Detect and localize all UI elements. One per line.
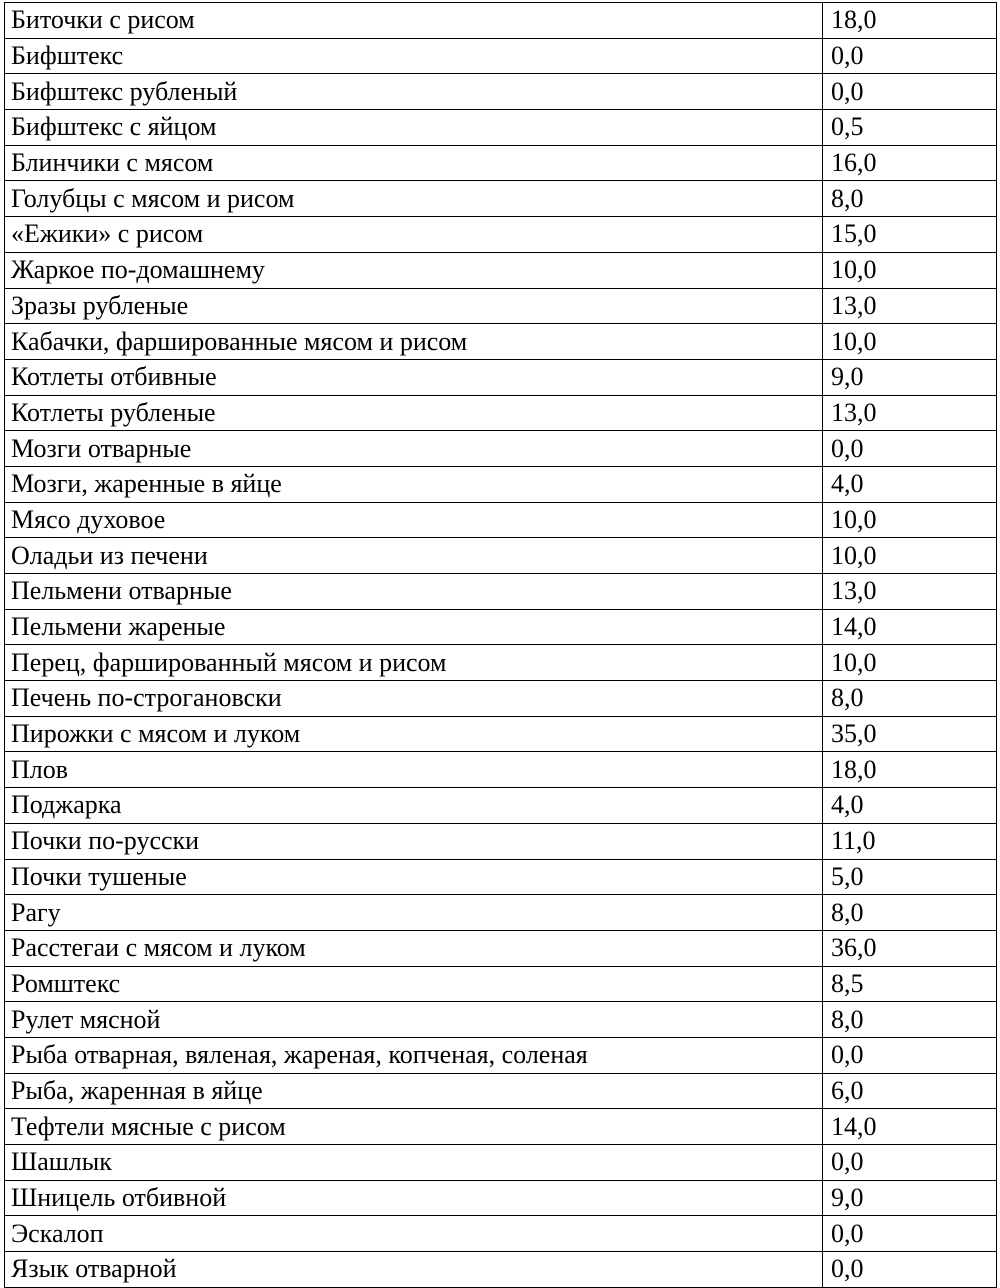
table-row xyxy=(5,502,997,538)
table-row xyxy=(5,1037,997,1073)
dish-name-cell: Перец, фаршированный мясом и рисом xyxy=(5,645,823,681)
dish-value-cell: 0,0 xyxy=(823,74,997,110)
table-row xyxy=(5,252,997,288)
table-row xyxy=(5,217,997,253)
dish-value-cell: 8,5 xyxy=(823,966,997,1002)
dish-value-cell: 9,0 xyxy=(823,359,997,395)
dish-name-cell: Рулет мясной xyxy=(5,1002,823,1038)
table-row xyxy=(5,681,997,717)
dish-name-cell: «Ежики» с рисом xyxy=(5,217,823,253)
dish-value-cell: 8,0 xyxy=(823,181,997,217)
dish-value-cell: 18,0 xyxy=(823,752,997,788)
table-row xyxy=(5,1145,997,1181)
table-row xyxy=(5,930,997,966)
dish-name-cell: Котлеты рубленые xyxy=(5,395,823,431)
table-row xyxy=(5,1002,997,1038)
table-row xyxy=(5,574,997,610)
dish-name-cell: Рыба отварная, вяленая, жареная, копченая, соленая xyxy=(5,1037,823,1073)
table-body xyxy=(5,3,997,1288)
dish-name-cell: Ромштекс xyxy=(5,966,823,1002)
dish-name-cell: Мозги отварные xyxy=(5,431,823,467)
dish-value-cell: 10,0 xyxy=(823,538,997,574)
dish-value-cell: 16,0 xyxy=(823,145,997,181)
table-row xyxy=(5,1180,997,1216)
dish-name-cell: Почки по-русски xyxy=(5,823,823,859)
dish-value-cell: 5,0 xyxy=(823,859,997,895)
table-row xyxy=(5,1109,997,1145)
dish-value-cell: 8,0 xyxy=(823,895,997,931)
table-row xyxy=(5,716,997,752)
dish-name-cell: Пельмени жареные xyxy=(5,609,823,645)
dish-name-cell: Оладьи из печени xyxy=(5,538,823,574)
table-row xyxy=(5,74,997,110)
table-row xyxy=(5,538,997,574)
dish-name-cell: Почки тушеные xyxy=(5,859,823,895)
dish-value-cell: 15,0 xyxy=(823,217,997,253)
table-row xyxy=(5,788,997,824)
table-row xyxy=(5,110,997,146)
dish-name-cell: Шницель отбивной xyxy=(5,1180,823,1216)
dish-value-cell: 0,5 xyxy=(823,110,997,146)
dish-value-cell: 10,0 xyxy=(823,502,997,538)
dish-name-cell: Пельмени отварные xyxy=(5,574,823,610)
table-row xyxy=(5,1252,997,1288)
dish-name-cell: Рыба, жаренная в яйце xyxy=(5,1073,823,1109)
dish-name-cell: Бифштекс с яйцом xyxy=(5,110,823,146)
dish-value-cell: 10,0 xyxy=(823,252,997,288)
table-row xyxy=(5,359,997,395)
dish-value-cell: 6,0 xyxy=(823,1073,997,1109)
dish-name-cell: Жаркое по-домашнему xyxy=(5,252,823,288)
dish-name-cell: Тефтели мясные с рисом xyxy=(5,1109,823,1145)
dish-name-cell: Расстегаи с мясом и луком xyxy=(5,930,823,966)
dish-value-cell: 13,0 xyxy=(823,288,997,324)
dish-name-cell: Мозги, жаренные в яйце xyxy=(5,466,823,502)
table-row xyxy=(5,466,997,502)
dish-name-cell: Пирожки с мясом и луком xyxy=(5,716,823,752)
dish-name-cell: Эскалоп xyxy=(5,1216,823,1252)
table-row xyxy=(5,752,997,788)
table-row xyxy=(5,609,997,645)
table-row xyxy=(5,288,997,324)
table-row xyxy=(5,823,997,859)
table-row xyxy=(5,3,997,39)
table-row xyxy=(5,1216,997,1252)
dish-name-cell: Кабачки, фаршированные мясом и рисом xyxy=(5,324,823,360)
table-row xyxy=(5,324,997,360)
table-row xyxy=(5,859,997,895)
table-row xyxy=(5,431,997,467)
dish-value-cell: 35,0 xyxy=(823,716,997,752)
table-row xyxy=(5,181,997,217)
dish-name-cell: Мясо духовое xyxy=(5,502,823,538)
dish-value-cell: 18,0 xyxy=(823,3,997,39)
dish-value-cell: 0,0 xyxy=(823,431,997,467)
table-row xyxy=(5,145,997,181)
table-row xyxy=(5,1073,997,1109)
dish-name-cell: Шашлык xyxy=(5,1145,823,1181)
table-row xyxy=(5,38,997,74)
dish-name-cell: Зразы рубленые xyxy=(5,288,823,324)
table-row xyxy=(5,395,997,431)
dish-name-cell: Поджарка xyxy=(5,788,823,824)
dish-value-cell: 11,0 xyxy=(823,823,997,859)
dish-name-cell: Плов xyxy=(5,752,823,788)
dish-value-cell: 0,0 xyxy=(823,1037,997,1073)
dish-value-cell: 4,0 xyxy=(823,466,997,502)
dish-value-cell: 0,0 xyxy=(823,1216,997,1252)
dish-value-cell: 4,0 xyxy=(823,788,997,824)
dish-name-cell: Блинчики с мясом xyxy=(5,145,823,181)
dish-value-cell: 13,0 xyxy=(823,574,997,610)
table-row xyxy=(5,645,997,681)
dish-value-cell: 8,0 xyxy=(823,1002,997,1038)
dish-value-cell: 14,0 xyxy=(823,1109,997,1145)
dish-value-cell: 0,0 xyxy=(823,1145,997,1181)
dish-value-cell: 0,0 xyxy=(823,1252,997,1288)
table-row xyxy=(5,895,997,931)
dish-value-cell: 36,0 xyxy=(823,930,997,966)
dish-name-cell: Рагу xyxy=(5,895,823,931)
dish-value-table xyxy=(4,2,997,1288)
table-row xyxy=(5,966,997,1002)
dish-name-cell: Печень по-строгановски xyxy=(5,681,823,717)
dish-value-cell: 9,0 xyxy=(823,1180,997,1216)
dish-name-cell: Язык отварной xyxy=(5,1252,823,1288)
dish-value-cell: 0,0 xyxy=(823,38,997,74)
dish-name-cell: Биточки с рисом xyxy=(5,3,823,39)
dish-name-cell: Котлеты отбивные xyxy=(5,359,823,395)
dish-name-cell: Бифштекс рубленый xyxy=(5,74,823,110)
dish-value-cell: 10,0 xyxy=(823,324,997,360)
dish-name-cell: Голубцы с мясом и рисом xyxy=(5,181,823,217)
dish-value-cell: 14,0 xyxy=(823,609,997,645)
dish-name-cell: Бифштекс xyxy=(5,38,823,74)
dish-value-cell: 8,0 xyxy=(823,681,997,717)
dish-value-cell: 10,0 xyxy=(823,645,997,681)
dish-value-cell: 13,0 xyxy=(823,395,997,431)
